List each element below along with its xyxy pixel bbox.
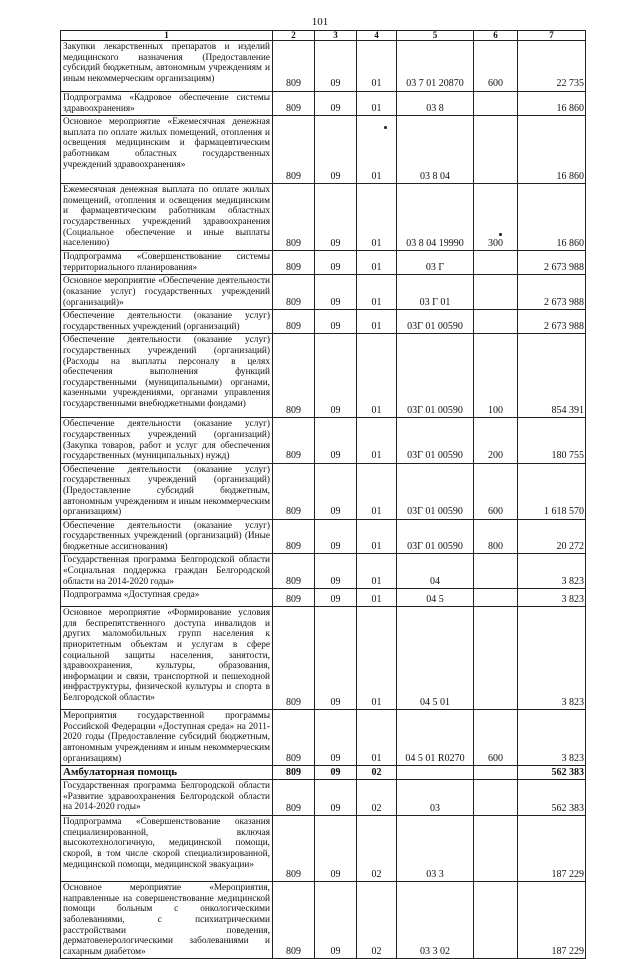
row-description: Ежемесячная денежная выплата по оплате жилых помещений, отопления и освещения медицинским и фармацевтическим работникам областных государственных учреждений здравоохранения (Социальное обеспечение и иные выплаты населению) [61,184,273,251]
table-row [61,519,586,554]
amount: 1 618 570 [518,463,586,519]
row-description: Обеспечение деятельности (оказание услуг) государственных учреждений (организаций) (Иные бюджетные ассигнования) [61,519,273,554]
section-code: 09 [315,275,357,310]
subsection-code: 02 [357,816,397,882]
row-description: Обеспечение деятельности (оказание услуг) государственных учреждений (организаций) [61,310,273,334]
ministry-code: 809 [273,554,315,589]
expense-type-code: 600 [474,710,518,766]
section-code: 09 [315,310,357,334]
table-row [61,92,586,116]
subsection-code: 01 [357,519,397,554]
amount: 562 383 [518,780,586,816]
amount: 3 823 [518,710,586,766]
target-article-code: 03Г 01 00590 [397,463,474,519]
expense-type-code [474,607,518,710]
amount: 16 860 [518,116,586,184]
amount: 562 383 [518,766,586,780]
section-code: 09 [315,41,357,92]
target-article-code: 03 3 02 [397,882,474,959]
table-row [61,607,586,710]
expense-type-code: 200 [474,418,518,463]
target-article-code: 04 [397,554,474,589]
subsection-code: 02 [357,882,397,959]
ministry-code: 809 [273,766,315,780]
expense-type-code [474,251,518,275]
subsection-code: 02 [357,780,397,816]
expense-type-code [474,92,518,116]
target-article-code: 03 8 [397,92,474,116]
ministry-code: 809 [273,92,315,116]
column-header: 5 [397,31,474,41]
target-article-code: 03 3 [397,816,474,882]
row-description: Подпрограмма «Кадровое обеспечение системы здравоохранения» [61,92,273,116]
row-description: Основное мероприятие «Мероприятия, направленные на совершенствование медицинской помощи больным с онкологическими заболеваниями, с психиатрическими расстройствами поведения, дерматовенерологическими заболеваниями и сахарным диабетом» [61,882,273,959]
amount: 16 860 [518,92,586,116]
subsection-code: 01 [357,310,397,334]
ministry-code: 809 [273,780,315,816]
ministry-code: 809 [273,589,315,607]
section-code: 09 [315,816,357,882]
section-code: 09 [315,882,357,959]
target-article-code: 03Г 01 00590 [397,418,474,463]
target-article-code: 04 5 01 [397,607,474,710]
section-code: 09 [315,463,357,519]
scan-speck [499,233,502,236]
table-row [61,334,586,418]
amount: 3 823 [518,554,586,589]
section-code: 09 [315,334,357,418]
ministry-code: 809 [273,41,315,92]
expense-type-code [474,275,518,310]
row-description: Амбулаторная помощь [61,766,273,780]
section-code: 09 [315,116,357,184]
expense-type-code [474,882,518,959]
target-article-code: 03 [397,780,474,816]
target-article-code: 03 8 04 19990 [397,184,474,251]
ministry-code: 809 [273,184,315,251]
row-description: Государственная программа Белгородской области «Развитие здравоохранения Белгородской области на 2014-2020 годы» [61,780,273,816]
ministry-code: 809 [273,463,315,519]
ministry-code: 809 [273,310,315,334]
amount: 16 860 [518,184,586,251]
amount: 187 229 [518,816,586,882]
target-article-code: 03 8 04 [397,116,474,184]
ministry-code: 809 [273,251,315,275]
target-article-code: 03Г 01 00590 [397,519,474,554]
subsection-code: 01 [357,116,397,184]
expense-type-code [474,589,518,607]
amount: 3 823 [518,607,586,710]
subsection-code: 01 [357,418,397,463]
expense-type-code [474,116,518,184]
column-header: 1 [61,31,273,41]
ministry-code: 809 [273,607,315,710]
amount: 20 272 [518,519,586,554]
target-article-code [397,766,474,780]
column-header: 2 [273,31,315,41]
ministry-code: 809 [273,710,315,766]
row-description: Подпрограмма «Совершенствование оказания специализированной, включая высокотехнологичную, медицинской помощи, скорой, в том числе скорой специализированной, медицинской помощи, медицинской эвакуации» [61,816,273,882]
row-description: Основное мероприятие «Формирование условия для беспрепятственного доступа инвалидов и других маломобильных групп населения к приоритетным объектам и услугам в сфере социальной защиты населения, занятости, здравоохранения, культуры, образования, информации и связи, транспортной и пешеходной инфраструктуры, физической культуры и спорта в Белгородской области» [61,607,273,710]
ministry-code: 809 [273,882,315,959]
amount: 180 755 [518,418,586,463]
budget-table [60,30,586,959]
expense-type-code: 600 [474,41,518,92]
expense-type-code: 600 [474,463,518,519]
table-row [61,463,586,519]
expense-type-code [474,554,518,589]
row-description: Подпрограмма «Совершенствование системы территориального планирования» [61,251,273,275]
amount: 2 673 988 [518,275,586,310]
subsection-code: 01 [357,589,397,607]
page-number: 101 [311,16,329,28]
section-code: 09 [315,607,357,710]
table-row [61,116,586,184]
table-row [61,310,586,334]
amount: 2 673 988 [518,251,586,275]
section-code: 09 [315,589,357,607]
table-row [61,275,586,310]
target-article-code: 03Г 01 00590 [397,334,474,418]
amount: 854 391 [518,334,586,418]
column-header: 3 [315,31,357,41]
amount: 187 229 [518,882,586,959]
table-row [61,251,586,275]
column-header: 4 [357,31,397,41]
subsection-code: 01 [357,275,397,310]
target-article-code: 03Г 01 00590 [397,310,474,334]
row-description: Государственная программа Белгородской области «Социальная поддержка граждан Белгородской области на 2014-2020 годы» [61,554,273,589]
row-description: Обеспечение деятельности (оказание услуг) государственных учреждений (организаций) (Предоставление субсидий бюджетным, автономным учреждениям и иным некоммерческим организациям) [61,463,273,519]
subsection-code: 01 [357,92,397,116]
table-row [61,882,586,959]
row-description: Обеспечение деятельности (оказание услуг) государственных учреждений (организаций) (Расходы на выплаты персоналу в целях обеспечения выполнения функций государственными (муниципальными) органами, казенными учреждениями, органами управления государственными внебюджетными фондами) [61,334,273,418]
row-description: Основное мероприятие «Ежемесячная денежная выплата по оплате жилых помещений, отопления и освещения медицинским и фармацевтическим работникам областных государственных учреждений здравоохранения» [61,116,273,184]
expense-type-code: 100 [474,334,518,418]
target-article-code: 04 5 [397,589,474,607]
target-article-code: 03 Г 01 [397,275,474,310]
subsection-code: 01 [357,710,397,766]
section-code: 09 [315,92,357,116]
table-row [61,589,586,607]
section-code: 09 [315,780,357,816]
section-code: 09 [315,766,357,780]
column-header: 6 [474,31,518,41]
row-description: Обеспечение деятельности (оказание услуг) государственных учреждений (организаций) (Закупка товаров, работ и услуг для обеспечения государственных (муниципальных) нужд) [61,418,273,463]
section-code: 09 [315,418,357,463]
section-code: 09 [315,519,357,554]
table-row [61,418,586,463]
table-row [61,766,586,780]
row-description: Подпрограмма «Доступная среда» [61,589,273,607]
amount: 2 673 988 [518,310,586,334]
table-row [61,780,586,816]
subsection-code: 01 [357,184,397,251]
amount: 3 823 [518,589,586,607]
subsection-code: 01 [357,463,397,519]
subsection-code: 02 [357,766,397,780]
row-description: Мероприятия государственной программы Российской Федерации «Доступная среда» на 2011- 2020 годы (Предоставление субсидий бюджетным, автономным учреждениям и иным некоммерческим организациям) [61,710,273,766]
subsection-code: 01 [357,251,397,275]
table-row [61,710,586,766]
target-article-code: 03 7 01 20870 [397,41,474,92]
section-code: 09 [315,184,357,251]
expense-type-code: 800 [474,519,518,554]
table-row [61,184,586,251]
expense-type-code [474,816,518,882]
target-article-code: 03 Г [397,251,474,275]
expense-type-code [474,766,518,780]
section-code: 09 [315,554,357,589]
ministry-code: 809 [273,116,315,184]
subsection-code: 01 [357,554,397,589]
ministry-code: 809 [273,519,315,554]
scan-speck [384,126,387,129]
ministry-code: 809 [273,334,315,418]
subsection-code: 01 [357,334,397,418]
expense-type-code [474,310,518,334]
expense-type-code: 300 [474,184,518,251]
table-row [61,816,586,882]
table-row [61,41,586,92]
expense-type-code [474,780,518,816]
column-header: 7 [518,31,586,41]
table-row [61,554,586,589]
section-code: 09 [315,710,357,766]
section-code: 09 [315,251,357,275]
row-description: Закупки лекарственных препаратов и изделий медицинского назначения (Предоставление субсидий бюджетным, автономным учреждениям и иным некоммерческим организациям) [61,41,273,92]
target-article-code: 04 5 01 R0270 [397,710,474,766]
amount: 22 735 [518,41,586,92]
subsection-code: 01 [357,607,397,710]
ministry-code: 809 [273,275,315,310]
ministry-code: 809 [273,816,315,882]
row-description: Основное мероприятие «Обеспечение деятельности (оказание услуг) государственных учреждений (организаций)» [61,275,273,310]
subsection-code: 01 [357,41,397,92]
ministry-code: 809 [273,418,315,463]
table-header-row [61,31,586,41]
